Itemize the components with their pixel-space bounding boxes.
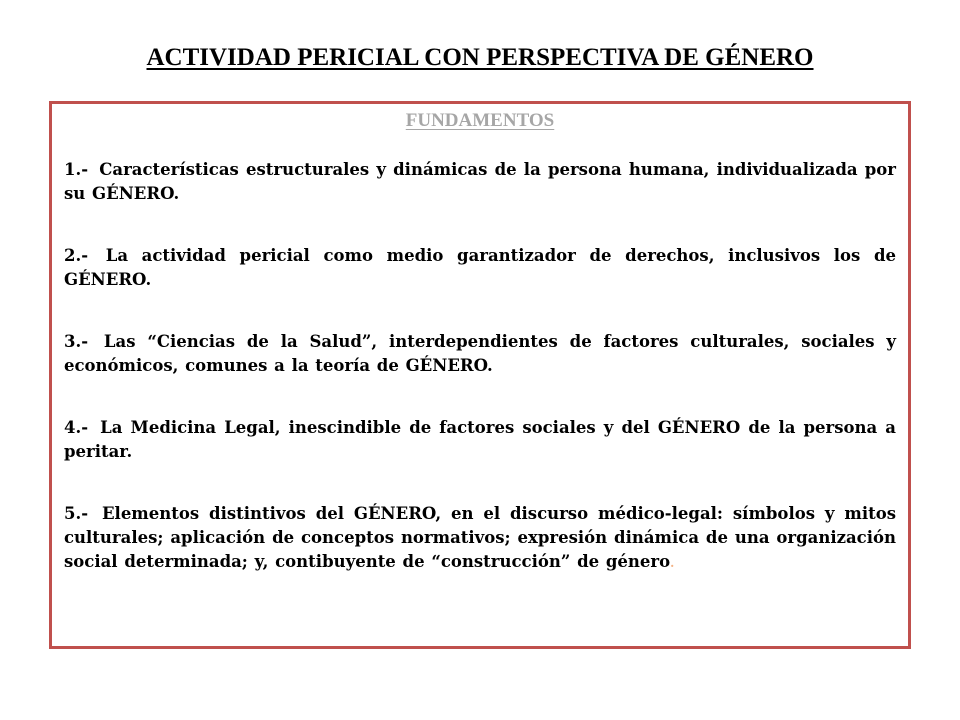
list-item-5: [64, 502, 896, 575]
list-item-1: [64, 158, 896, 206]
item-text: La actividad pericial como medio garantizador de derechos, inclusivos los de GÉNERO.: [64, 246, 897, 289]
list-item-3: [64, 330, 896, 378]
section-heading: FUNDAMENTOS: [405, 110, 555, 131]
item-text: La Medicina Legal, inescindible de factores sociales y del GÉNERO de la persona a peritar.: [64, 418, 896, 461]
item-number: 2.-: [64, 246, 89, 265]
slide-title: ACTIVIDAD PERICIAL CON PERSPECTIVA DE GÉNERO: [146, 44, 814, 71]
list-item-2: [64, 244, 896, 292]
item-number: 4.-: [64, 418, 89, 437]
list-item-4: [64, 416, 896, 464]
end-mark: .: [670, 556, 675, 570]
content-box: [49, 101, 911, 649]
item-number: 3.-: [64, 332, 89, 351]
item-text: Características estructurales y dinámicas de la persona humana, individualizada por su GÉNERO.: [64, 160, 896, 203]
item-number: 1.-: [64, 160, 89, 179]
item-number: 5.-: [64, 504, 89, 523]
item-text: Elementos distintivos del GÉNERO, en el discurso médico-legal: símbolos y mitos culturales; aplicación de conceptos normativos; expresión dinámica de una organización social determinada; y, contibuyente de “construcción” de género: [64, 504, 896, 571]
item-text: Las “Ciencias de la Salud”, interdependientes de factores culturales, sociales y económicos, comunes a la teoría de GÉNERO.: [64, 332, 897, 375]
